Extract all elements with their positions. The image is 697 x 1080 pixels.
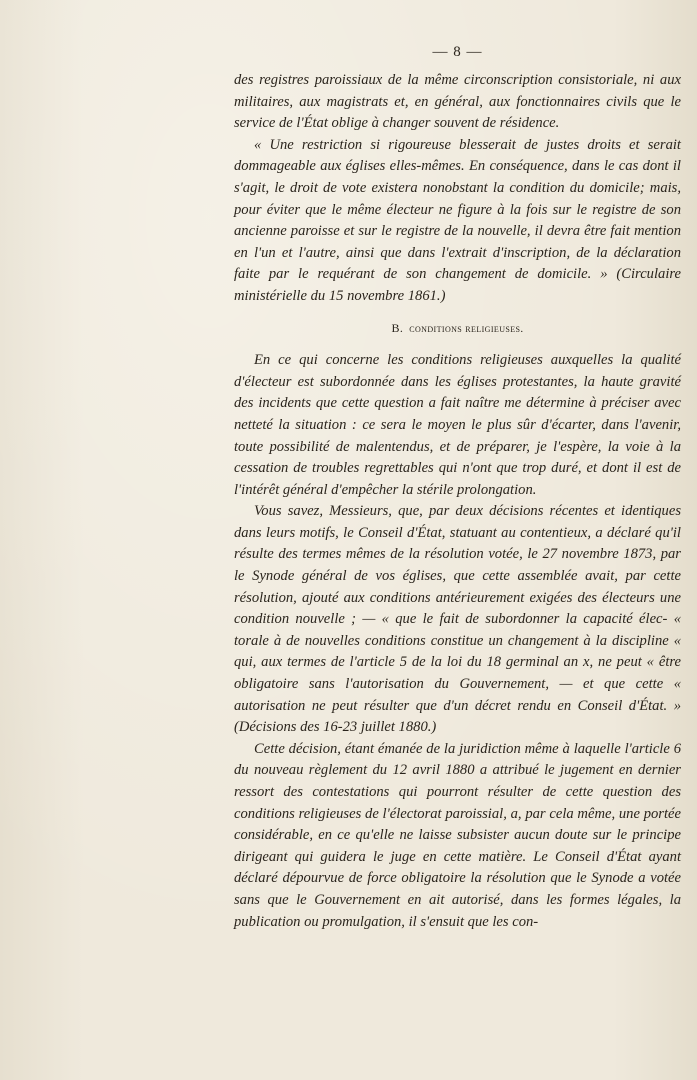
section-heading (234, 318, 681, 341)
paragraph-decision-scope: Cette décision, étant émanée de la juridiction même à laquelle l'article 6 du nouveau règlement du 12 avril 1880 a attribué le jugement en dernier ressort des contestations qui pourront résulter de cette question des conditions religieuses de l'électorat paroissial, a, par cela même, une portée considérable, en ce qu'elle ne laisse subsister aucun doute sur le principe dirigeant qui guidera le juge en cette matière. Le Conseil d'État ayant déclaré dépourvue de force obligatoire la résolution que le Synode a votée sans que le Gouvernement en ait autorisé, dans les formes légales, la publication ou promulgation, il s'ensuit que les con- (234, 740, 681, 930)
paragraph-circular-quote: « Une restriction si rigoureuse blesserait de justes droits et serait dommageable aux églises elles-mêmes. En conséquence, dans le cas dont il s'agit, le droit de vote existera nonobstant la condition du domicile; mais, pour éviter que le même électeur ne figure à la fois sur le registre de son ancienne paroisse et sur le registre de la nouvelle, il devra être fait mention en l'un et l'autre, ainsi que dans l'extrait d'inscription, de la déclaration faite par le requérant de son changement de domicile. » (Circulaire ministérielle du 15 novembre 1861.) (234, 136, 681, 304)
paragraph-religious-conditions: En ce qui concerne les conditions religieuses auxquelles la qualité d'électeur est subordonnée dans les églises protestantes, la haute gravité des incidents que cette question a fait naître me détermine à préciser avec netteté la situation : ce sera le moyen le plus sûr d'écarter, dans l'avenir, toute possibilité de malentendus, et de préparer, je l'espère, la voie à la cessation de troubles regrettables qui n'ont que trop duré, et dont il est de l'intérêt général d'empêcher la stérile prolongation. (234, 352, 681, 498)
body-text (234, 70, 681, 933)
paragraph-conseil-etat-decisions: Vous savez, Messieurs, que, par deux décisions récentes et identiques dans leurs motifs, le Conseil d'État, statuant au contentieux, a déclaré qu'il résulte des termes mêmes de la résolution votée, le 27 novembre 1873, par le Synode général de vos églises, que cette assemblée avait, par cette résolution, ajouté aux conditions antérieurement exigées des électeurs une condition nouvelle ; — « que le fait de subordonner la capacité élec- « torale à de nouvelles conditions constitue un changement à la discipline « qui, aux termes de l'article 5 de la loi du 18 germinal an x, ne peut « être obligatoire sans l'autorisation du Gouvernement, — et que cette « autorisation ne peut résulter que d'un décret rendu en Conseil d'État. » (Décisions des 16-23 juillet 1880.) (234, 503, 681, 736)
paragraph-continuation: des registres paroissiaux de la même circonscription consistoriale, ni aux militaires, aux magistrats et, en général, aux fonctionnaires civils que le service de l'État oblige à changer souvent de résidence. (234, 72, 681, 132)
section-title: conditions religieuses. (409, 322, 524, 335)
section-letter: B. (391, 320, 404, 335)
page-number: — 8 — (432, 44, 483, 60)
